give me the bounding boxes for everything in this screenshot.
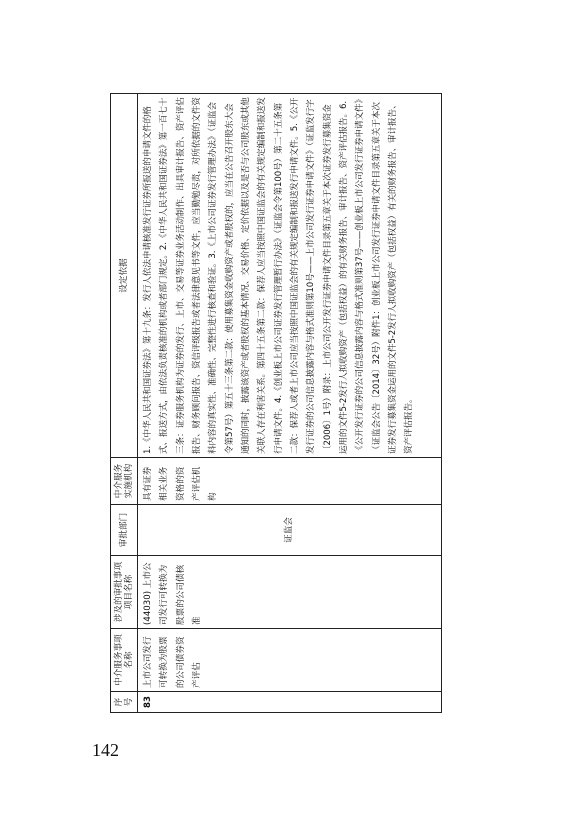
header-serial-number: 序号 [111, 692, 138, 713]
cell-serial-number: 83 [138, 692, 442, 713]
cell-service-name: 上市公司发行可转换为股票的公司债券资产评估 [138, 629, 442, 692]
header-service-name: 中介服务事项名称 [111, 629, 138, 692]
header-service-provider: 中介服务实施机构 [111, 458, 138, 505]
table-header-row [111, 94, 138, 713]
cell-service-provider: 具有证券相关业务资格的资产评估机构 [138, 458, 442, 505]
approval-table [110, 93, 442, 713]
cell-approval-department: 证监会 [138, 505, 442, 556]
header-approval-item: 涉及的审批事项项目名称 [111, 556, 138, 629]
table-row [138, 94, 442, 713]
rotated-table-container [110, 93, 442, 713]
cell-legal-basis: 1.《中华人民共和国证券法》第十九条：发行人依法申请核准发行证券所报送的申请文件的格式、报送方式，由依法负责核准的机构或者部门规定。2.《中华人民共和国证券法》第一百七十三条：证券服务机构为证券的发行、上市、交易等证券业务活动制作、出具审计报告、资产评估报告、财务顾问报告、资信评级报告或者法律意见书等文件，应当勤勉尽责，对所依据的文件资料内容的真实性、准确性、完整性进行核查和验证。3.《上市公司证券发行管理办法》（证监会令第57号）第五十三条第二款：使用募集资金收购资产或者股权的，应当在公告召开股东大会通知的同时，披露该资产或者股权的基本情况、交易价格、定价依据以及是否与公司股东或其他关联人存在利害关系。第四十五条第二款：保荐人应当按照中国证监会的有关规定编制和报送发行申请文件。4.《创业板上市公司证券发行管理暂行办法》（证监会令第100号）第二十五条第二款：保荐人或者上市公司应当按照中国证监会的有关规定编制和报送发行申请文件。5.《公开发行证券的公司信息披露内容与格式准则第10号——上市公司发行证券申请文件》（证监发行字〔2006〕1号）附录：上市公司公开发行证券申请文件目录第五章关于本次证券发行募集资金运用的文件5-2发行人拟收购资产（包括权益）的有关财务报告、审计报告、资产评估报告。6.《公开发行证券的公司信息披露内容与格式准则第37号——创业板上市公司发行证券申请文件》（证监会公告〔2014〕32号）附件1：创业板上市公司发行证券申请文件目录第五章关于本次证券发行募集资金运用的文件5-2发行人拟收购资产（包括权益）有关的财务报告、审计报告、资产评估报告。 [138, 94, 442, 458]
header-approval-department: 审批部门 [111, 505, 138, 556]
cell-approval-item: (44030) 上市公司发行可转换为股票的公司债核准 [138, 556, 442, 629]
page-number: 142 [92, 740, 119, 760]
header-legal-basis: 设定依据 [111, 94, 138, 458]
